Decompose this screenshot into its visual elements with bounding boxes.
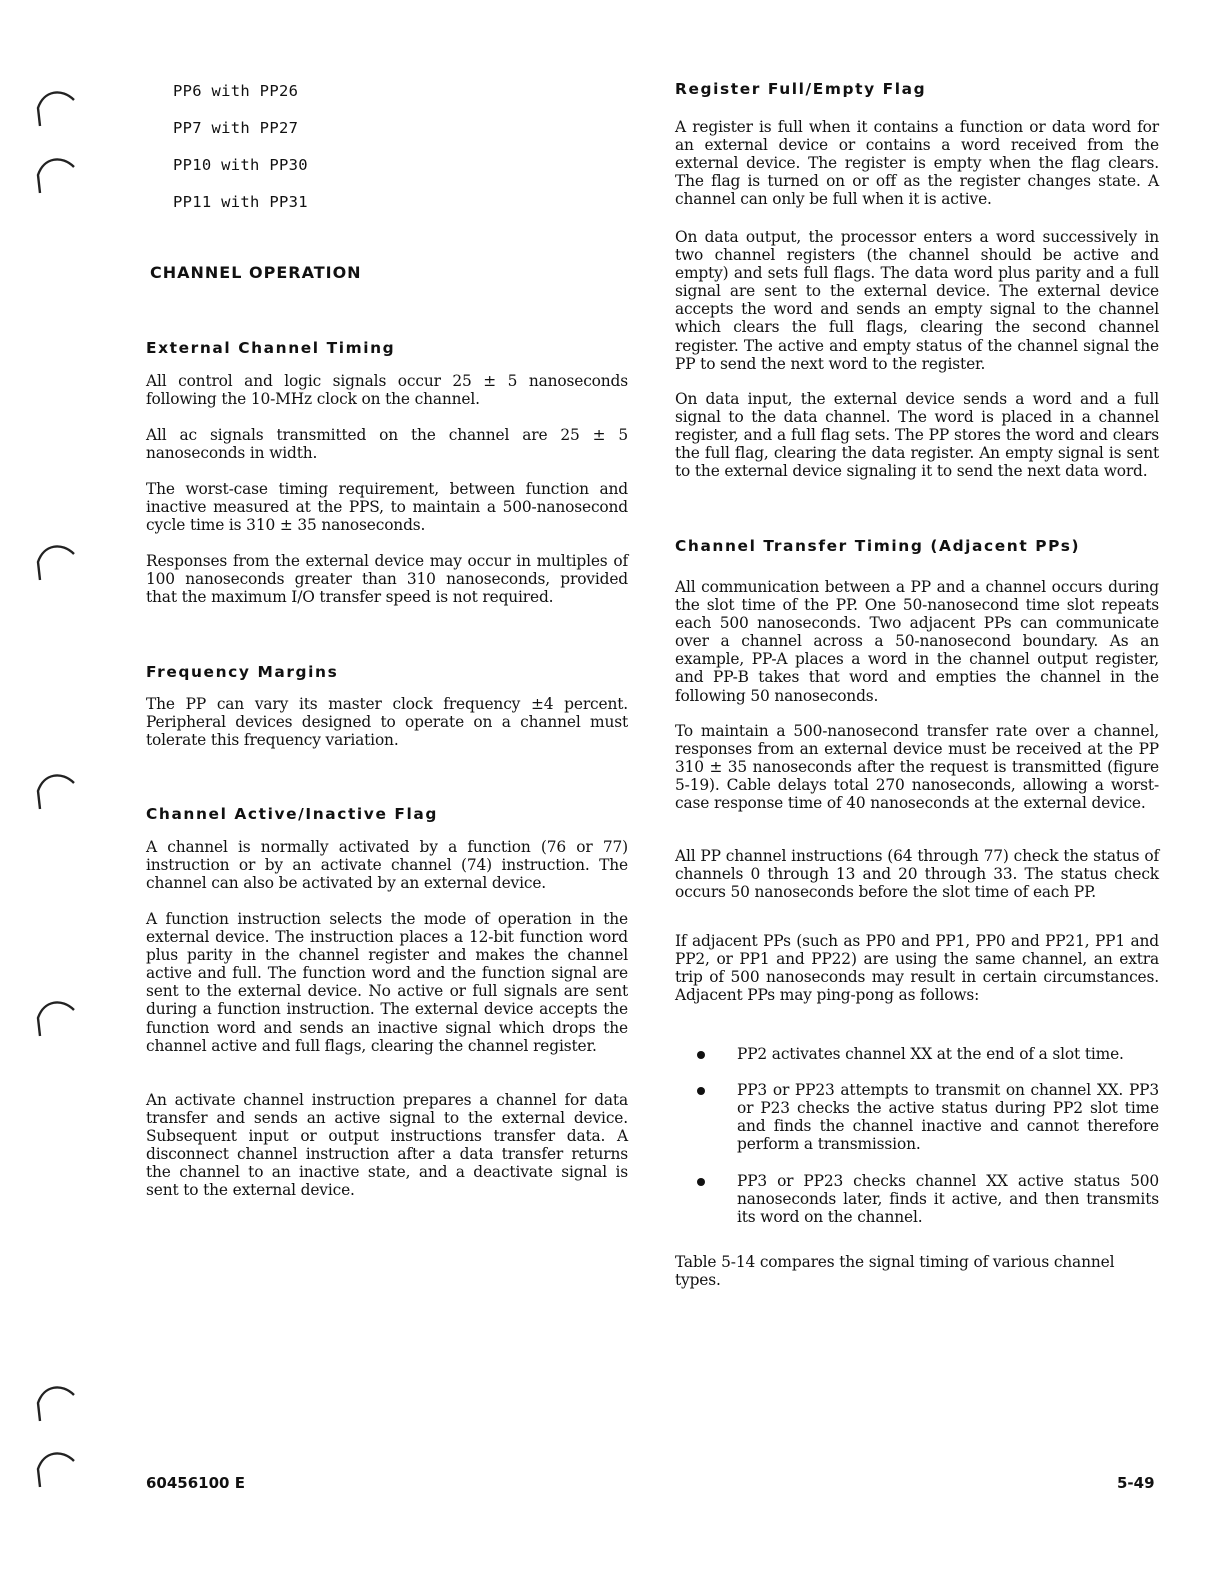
freq-margins-paragraph: The PP can vary its master clock frequency ±4 percent. Peripheral devices designed to operate on a channel must tolerate this frequency variation. [146,695,628,750]
list-item [675,1172,1159,1226]
transfer-timing-paragraph-3: All PP channel instructions (64 through 77) check the status of channels 0 through 13 and 20 through 33. The status check occurs 50 nanoseconds before the slot time of each PP. [675,847,1159,902]
ext-timing-paragraph-2: All ac signals transmitted on the channel are 25 ± 5 nanoseconds in width. [146,426,628,463]
active-flag-paragraph-1: A channel is normally activated by a function (76 or 77) instruction or by an activate channel (74) instruction. The channel can also be activated by an external device. [146,838,628,893]
punch-hole-mark [34,1381,78,1427]
ext-timing-paragraph-4: Responses from the external device may occur in multiples of 100 nanoseconds greater than 310 nanoseconds, provided that the maximum I/O transfer speed is not required. [146,552,628,607]
punch-hole-mark [34,769,78,815]
active-flag-paragraph-2: A function instruction selects the mode of operation in the external device. The instruction places a 12-bit function word plus parity in the channel register and makes the channel active and full. The function word and the function signal are sent to the external device. No active or full signals are sent during a function instruction. The external device accepts the function word and sends an inactive signal which drops the channel active and full flags, clearing the channel register. [146,910,628,1055]
pp-pair-item: PP7 with PP27 [173,119,299,137]
closing-paragraph: Table 5-14 compares the signal timing of various channel types. [675,1253,1115,1290]
bullet-text: PP3 or PP23 attempts to transmit on channel XX. PP3 or P23 checks the active status during PP2 slot time and finds the channel inactive and cannot therefore perform a transmission. [737,1081,1159,1154]
reg-flag-paragraph-3: On data input, the external device sends a word and a full signal to the data channel. The word is placed in a channel register, and a full flag sets. The PP stores the word and clears the full flag, clearing the data register. An empty signal is sent to the external device signaling it to send the next data word. [675,390,1159,481]
page-number: 5-49 [1117,1474,1155,1492]
list-item [675,1081,1159,1153]
active-flag-paragraph-3: An activate channel instruction prepares a channel for data transfer and sends an active signal to the external device. Subsequent input or output instructions transfer data. A disconnect channel instruction after a data transfer returns the channel to an inactive state, and a deactivate signal is sent to the external device. [146,1091,628,1200]
pp-pair-item: PP10 with PP30 [173,156,308,174]
bullet-text: PP2 activates channel XX at the end of a slot time. [737,1045,1124,1063]
channel-operation-heading: CHANNEL OPERATION [150,263,362,282]
bullet-icon [697,1051,705,1059]
reg-flag-paragraph-1: A register is full when it contains a function or data word for an external device or contains a word received from the external device. The register is empty when the flag clears. The flag is turned on or off as the register changes state. A channel can only be full when it is active. [675,118,1159,209]
transfer-timing-paragraph-1: All communication between a PP and a channel occurs during the slot time of the PP. One 50-nanosecond time slot repeats each 500 nanoseconds. Two adjacent PPs can communicate over a channel across a 50-nanosecond boundary. As an example, PP-A places a word in the channel output register, and PP-B takes that word and empties the channel in the following 50 nanoseconds. [675,578,1159,705]
frequency-margins-heading: Frequency Margins [146,663,339,681]
punch-hole-mark [34,540,78,586]
punch-hole-mark [34,1447,78,1493]
punch-hole-mark [34,996,78,1042]
list-item [675,1045,1159,1063]
ext-timing-paragraph-1: All control and logic signals occur 25 ± 5 nanoseconds following the 10-MHz clock on the channel. [146,372,628,409]
ping-pong-bullet-list [675,1045,1159,1063]
bullet-icon [697,1087,705,1095]
register-flag-heading: Register Full/Empty Flag [675,80,927,98]
punch-hole-mark [34,153,78,199]
transfer-timing-paragraph-4: If adjacent PPs (such as PP0 and PP1, PP0 and PP21, PP1 and PP2, or PP1 and PP22) are using the same channel, an extra trip of 500 nanoseconds may result in certain circumstances. Adjacent PPs may ping-pong as follows: [675,932,1159,1005]
external-channel-timing-heading: External Channel Timing [146,339,396,357]
pp-pair-item: PP6 with PP26 [173,82,299,100]
transfer-timing-paragraph-2: To maintain a 500-nanosecond transfer rate over a channel, responses from an external device must be received at the PP 310 ± 35 nanoseconds after the request is transmitted (figure 5-19). Cable delays total 270 nanoseconds, allowing a worst-case response time of 40 nanoseconds at the external device. [675,722,1159,813]
bullet-icon [697,1178,705,1186]
channel-transfer-timing-heading: Channel Transfer Timing (Adjacent PPs) [675,537,1081,555]
pp-pair-list [173,81,308,229]
reg-flag-paragraph-2: On data output, the processor enters a word successively in two channel registers (the channel should be active and empty) and sets full flags. The data word plus parity and a full signal are sent to the external device. The external device accepts the word and sends an empty signal to the channel which clears the full flags, clearing the second channel register. The active and empty status of the channel signal the PP to send the next word to the register. [675,228,1159,373]
bullet-text: PP3 or PP23 checks channel XX active status 500 nanoseconds later, finds it active, and then transmits its word on the channel. [737,1172,1159,1227]
punch-hole-mark [34,86,78,132]
ext-timing-paragraph-3: The worst-case timing requirement, between function and inactive measured at the PPS, to maintain a 500-nanosecond cycle time is 310 ± 35 nanoseconds. [146,480,628,535]
pp-pair-item: PP11 with PP31 [173,193,308,211]
document-number: 60456100 E [146,1474,245,1492]
channel-active-flag-heading: Channel Active/Inactive Flag [146,805,439,823]
